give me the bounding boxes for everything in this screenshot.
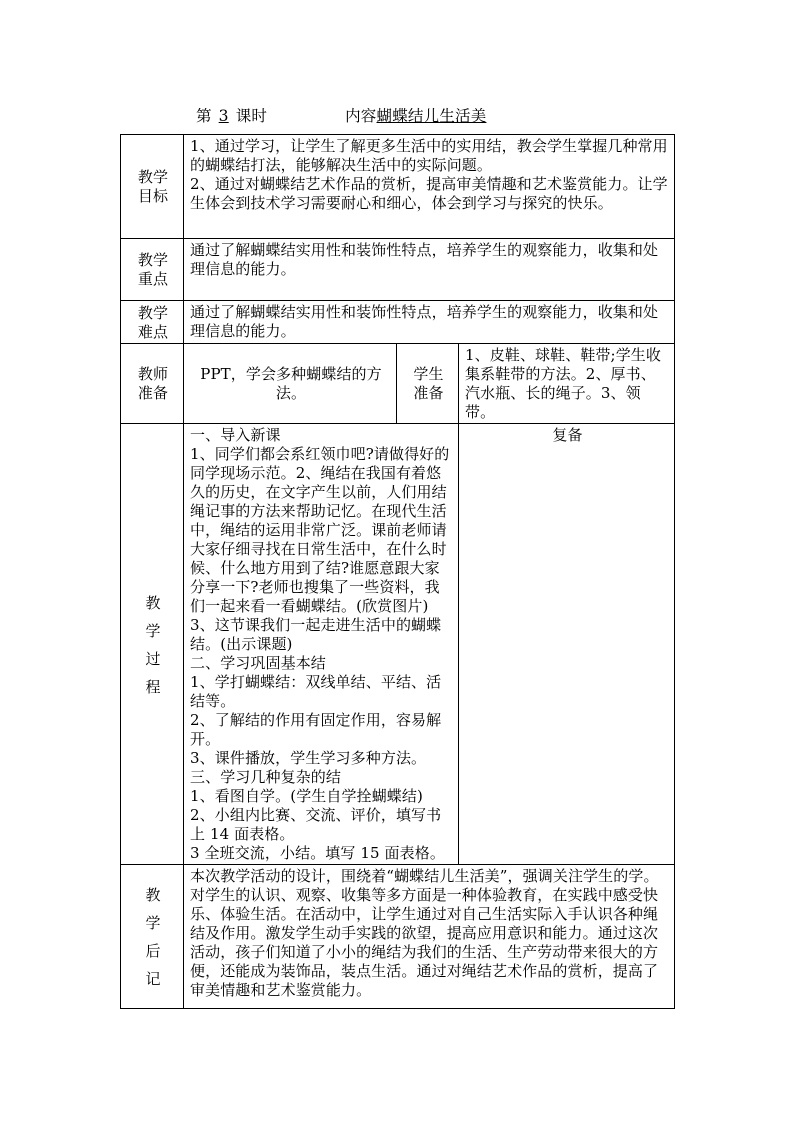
process-line: 3 全班交流，小结。填写 15 面表格。 (190, 844, 445, 862)
reflection-label: 教 学 后 记 (121, 865, 184, 1009)
key-points-text: 通过了解蝴蝶结实用性和装饰性特点，培养学生的观察能力，收集和处理信息的能力。 (184, 239, 675, 301)
process-line: 1、学打蝴蝶结：双线单结、平结、活结等。 (190, 673, 442, 710)
process-line: 2、小组内比赛、交流、评价，填写书上 14 面表格。 (190, 806, 442, 843)
process-row (121, 424, 675, 865)
goals-text (184, 135, 675, 239)
difficulties-label: 教学 难点 (121, 301, 184, 344)
period-suffix: 课时 (235, 107, 268, 125)
reflection-text: 本次教学活动的设计，围绕着“蝴蝶结儿生活美”，强调关注学生的学。对学生的认识、观察、收集等多方面是一种体验教育，在实践中感受快乐、体验生活。在活动中，让学生通过对自己生活实际入手认识各种绳结及作用。激发学生动手实践的欲望，提高应用意识和能力。通过这次活动，孩子们知道了小小的绳结为我们的生活、生产劳动带来很大的方便，还能成为装饰品，装点生活。通过对绳结艺术作品的赏析，提高了审美情趣和艺术鉴赏能力。 (184, 865, 675, 1009)
review-column: 复备 (459, 424, 675, 865)
lesson-plan-table (120, 134, 675, 1009)
reflection-row (121, 865, 675, 1009)
preparation-row (121, 344, 675, 424)
goals-row (121, 135, 675, 239)
content-label: 内容 (345, 107, 377, 125)
goal-1: 1、通过学习，让学生了解更多生活中的实用结，教会学生掌握几种常用的蝴蝶结打法，能够解决生活中的实际问题。 (190, 137, 668, 174)
student-prep-text: 1、皮鞋、球鞋、鞋带;学生收集系鞋带的方法。2、厚书、汽水瓶、长的绳子。3、领带。 (459, 344, 675, 424)
teacher-prep-label: 教师 准备 (121, 344, 184, 424)
process-line: 三、学习几种复杂的结 (190, 768, 342, 786)
process-line: 二、学习巩固基本结 (190, 654, 326, 672)
process-content (184, 424, 459, 865)
period-number: 3 (218, 107, 229, 125)
lesson-title: 蝴蝶结儿生活美 (376, 107, 487, 125)
process-line: 1、同学们都会系红领巾吧?请做得好的同学现场示范。2、绳结在我国有着悠久的历史，在文字产生以前，人们用结绳记事的方法来帮助记忆。在现代生活中，绳结的运用非常广泛。课前老师请大家仔细寻找在日常生活中，在什么时候、什么地方用到了结?谁愿意跟大家分享一下?老师也搜集了一些资料，我们一起来看一看蝴蝶结。(欣赏图片) (190, 445, 450, 615)
difficulties-row (121, 301, 675, 344)
period-prefix: 第 (196, 107, 212, 125)
key-points-label: 教学 重点 (121, 239, 184, 301)
goal-2: 2、通过对蝴蝶结艺术作品的赏析，提高审美情趣和艺术鉴赏能力。让学生体会到技术学习需要耐心和细心，体会到学习与探究的快乐。 (190, 175, 668, 212)
student-prep-label: 学生 准备 (397, 344, 459, 424)
process-line: 3、课件播放，学生学习多种方法。 (190, 749, 427, 767)
process-line: 1、看图自学。(学生自学拴蝴蝶结) (190, 787, 423, 805)
key-points-row (121, 239, 675, 301)
process-label: 教 学 过 程 (121, 424, 184, 865)
teacher-prep-text: PPT，学会多种蝴蝶结的方法。 (184, 344, 397, 424)
goals-label: 教学 目标 (121, 135, 184, 239)
process-line: 3、这节课我们一起走进生活中的蝴蝶结。(出示课题) (190, 616, 442, 653)
process-line: 一、导入新课 (190, 426, 281, 444)
lesson-header (196, 104, 486, 126)
process-line: 2、了解结的作用有固定作用，容易解开。 (190, 711, 442, 748)
difficulties-text: 通过了解蝴蝶结实用性和装饰性特点，培养学生的观察能力，收集和处理信息的能力。 (184, 301, 675, 344)
